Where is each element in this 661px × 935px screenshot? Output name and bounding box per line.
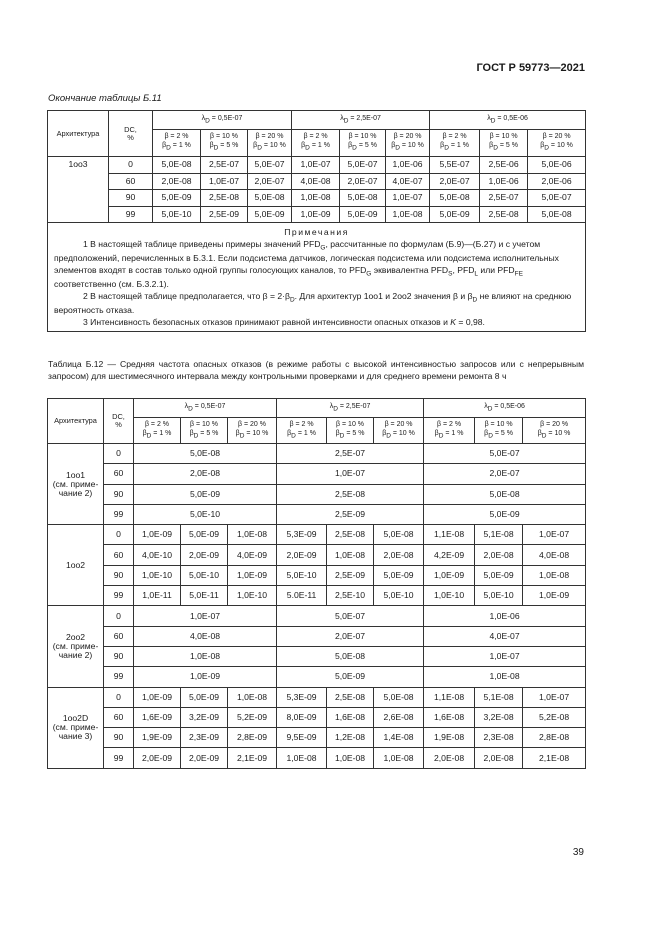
value-cell: 5,0E-08 [248, 190, 292, 207]
value-cell: 5,0E-09 [181, 525, 228, 545]
dc-cell: 99 [104, 504, 134, 524]
value-cell: 1,0E-06 [424, 606, 586, 626]
table-row [48, 190, 586, 207]
dc-cell: 0 [109, 157, 153, 174]
value-cell: 1,0E-08 [424, 667, 586, 687]
value-cell: 5,3E-09 [277, 687, 327, 707]
table-b11-caption: Окончание таблицы Б.11 [48, 93, 162, 104]
value-cell: 2,5E-10 [327, 586, 374, 606]
header-lambda: $\lambda_D = 2,5E-07$ [277, 399, 424, 418]
value-cell: 2,5E-09 [327, 565, 374, 585]
dc-cell: 0 [104, 606, 134, 626]
header-lambda: $\lambda_D = 2,5E-07$ [292, 111, 430, 130]
table-row [48, 667, 586, 687]
header-beta: β = 2 % $\beta_D = 1$ % [277, 418, 327, 444]
value-cell: 2,0E-09 [181, 748, 228, 768]
value-cell: 1,0E-07 [523, 687, 586, 707]
value-cell: 1,0E-08 [374, 748, 424, 768]
note-1: 1 В настоящей таблице приведены примеры значений $PFD_G$, рассчитанные по формулам (Б.9)—(Б.27) и с учетом предположений, перечисленных в Б.3.1. Если подсистема датчиков, логическая подсистема или подсистема исполнительных элементов входят в состав только одной группы голосующих каналов, то $PFD_G$ эквивалентна $PFD_S$, $PFD_L$ или $PFD_{FE}$ соответственно (см. Б.3.2.1). [54, 238, 559, 290]
dc-cell: 90 [104, 646, 134, 666]
arch-cell: 1oo3 [48, 157, 109, 223]
table-b12 [47, 398, 586, 769]
value-cell: 1,0E-09 [228, 565, 277, 585]
value-cell: 4,0E-07 [386, 173, 430, 190]
value-cell: 5,0E-07 [528, 190, 586, 207]
dc-cell: 0 [104, 687, 134, 707]
value-cell: 2,0E-09 [134, 748, 181, 768]
value-cell: 1,6E-09 [134, 707, 181, 727]
header-beta: β = 10 % $\beta_D = 5$ % [201, 130, 248, 157]
table-row [48, 728, 586, 748]
value-cell: 5,0E-10 [277, 565, 327, 585]
value-cell: 2,0E-07 [430, 173, 480, 190]
value-cell: 1,0E-09 [134, 525, 181, 545]
header-beta: β = 20 % $\beta_D = 10$ % [528, 130, 586, 157]
value-cell: 1,0E-07 [523, 525, 586, 545]
value-cell: 5,0E-08 [424, 484, 586, 504]
header-beta: β = 20 % $\beta_D = 10$ % [386, 130, 430, 157]
value-cell: 5,1E-08 [475, 687, 523, 707]
value-cell: 5,0E-09 [374, 565, 424, 585]
value-cell: 5,0E-07 [424, 444, 586, 464]
value-cell: 5,0E-10 [475, 586, 523, 606]
header-beta: β = 2 % $\beta_D = 1$ % [292, 130, 340, 157]
value-cell: 9,5E-09 [277, 728, 327, 748]
value-cell: 2,0E-09 [277, 545, 327, 565]
value-cell: 5,0E-09 [248, 206, 292, 223]
table-row [48, 606, 586, 626]
value-cell: 2,0E-07 [277, 626, 424, 646]
value-cell: 2,6E-08 [374, 707, 424, 727]
value-cell: 5,0E-11 [181, 586, 228, 606]
value-cell: 5,0E-09 [134, 484, 277, 504]
header-beta: β = 20 % $\beta_D = 10$ % [374, 418, 424, 444]
value-cell: 1,6E-08 [327, 707, 374, 727]
value-cell: 2,5E-09 [201, 206, 248, 223]
value-cell: 1,0E-07 [277, 464, 424, 484]
header-lambda: $\lambda_D = 0,5E-07$ [153, 111, 292, 130]
value-cell: 1,0E-09 [292, 206, 340, 223]
note-2: 2 В настоящей таблице предполагается, что $\beta = 2\cdot\beta_D$. Для архитектур 1oo1 и 2oo2 значения β и $\beta_D$ не влияют на среднюю вероятность отказа. [54, 290, 572, 316]
value-cell: 2,5E-08 [480, 206, 528, 223]
dc-cell: 60 [104, 626, 134, 646]
value-cell: 1,0E-07 [292, 157, 340, 174]
value-cell: 1,1E-08 [424, 687, 475, 707]
notes-block [48, 223, 586, 332]
arch-cell: 1oo2D (см. приме- чание 3) [48, 687, 104, 768]
value-cell: 5,0E-07 [340, 157, 386, 174]
header-beta: β = 20 % $\beta_D = 10$ % [248, 130, 292, 157]
dc-cell: 0 [104, 525, 134, 545]
value-cell: 3,2E-08 [475, 707, 523, 727]
value-cell: 1,0E-11 [134, 586, 181, 606]
value-cell: 5,0E-10 [134, 504, 277, 524]
table-row [48, 525, 586, 545]
header-lambda: $\lambda_D = 0,5E-06$ [430, 111, 586, 130]
header-dc: DC, % [109, 111, 153, 157]
arch-cell: 1oo2 [48, 525, 104, 606]
value-cell: 5,0E-09 [181, 687, 228, 707]
value-cell: 2,8E-08 [523, 728, 586, 748]
header-dc: DC, % [104, 399, 134, 444]
value-cell: 5,3E-09 [277, 525, 327, 545]
value-cell: 1,0E-06 [386, 157, 430, 174]
value-cell: 1,0E-09 [523, 586, 586, 606]
value-cell: 1,0E-09 [134, 667, 277, 687]
notes-title: Примечания [284, 227, 349, 237]
value-cell: 1,0E-10 [134, 565, 181, 585]
value-cell: 2,1E-08 [523, 748, 586, 768]
value-cell: 1,0E-10 [424, 586, 475, 606]
value-cell: 5.0E-11 [277, 586, 327, 606]
value-cell: 5,0E-09 [475, 565, 523, 585]
value-cell: 1,0E-10 [228, 586, 277, 606]
value-cell: 1,0E-08 [523, 565, 586, 585]
value-cell: 5,0E-08 [134, 444, 277, 464]
value-cell: 5,0E-09 [277, 667, 424, 687]
value-cell: 5,0E-10 [153, 206, 201, 223]
value-cell: 4,0E-08 [523, 545, 586, 565]
value-cell: 2,0E-08 [153, 173, 201, 190]
value-cell: 5,0E-10 [374, 586, 424, 606]
value-cell: 3,2E-09 [181, 707, 228, 727]
table-row [48, 157, 586, 174]
value-cell: 2,5E-07 [480, 190, 528, 207]
value-cell: 1,4E-08 [374, 728, 424, 748]
table-row [48, 444, 586, 464]
value-cell: 5,0E-10 [181, 565, 228, 585]
value-cell: 2,5E-09 [277, 504, 424, 524]
table-row [48, 464, 586, 484]
value-cell: 5,0E-08 [528, 206, 586, 223]
table-row [48, 646, 586, 666]
value-cell: 1,0E-08 [228, 687, 277, 707]
dc-cell: 60 [104, 545, 134, 565]
value-cell: 1,0E-08 [134, 646, 277, 666]
value-cell: 1,0E-07 [201, 173, 248, 190]
page-number: 39 [572, 847, 584, 858]
dc-cell: 90 [104, 484, 134, 504]
value-cell: 5,0E-09 [430, 206, 480, 223]
value-cell: 2,5E-08 [327, 687, 374, 707]
header-architecture: Архитектура [48, 399, 104, 444]
header-beta: β = 10 % $\beta_D = 5$ % [181, 418, 228, 444]
value-cell: 5,0E-06 [528, 157, 586, 174]
dc-cell: 60 [104, 464, 134, 484]
value-cell: 1,2E-08 [327, 728, 374, 748]
header-lambda: $\lambda_D = 0,5E-06$ [424, 399, 586, 418]
value-cell: 1,0E-08 [292, 190, 340, 207]
header-beta: β = 2 % $\beta_D = 1$ % [424, 418, 475, 444]
table-row [48, 626, 586, 646]
value-cell: 2,5E-08 [201, 190, 248, 207]
dc-cell: 90 [104, 728, 134, 748]
value-cell: 1,0E-08 [327, 748, 374, 768]
value-cell: 2,0E-07 [424, 464, 586, 484]
dc-cell: 99 [104, 586, 134, 606]
value-cell: 5,0E-08 [374, 687, 424, 707]
value-cell: 2,0E-08 [475, 545, 523, 565]
value-cell: 1,0E-08 [228, 525, 277, 545]
value-cell: 2,5E-07 [277, 444, 424, 464]
table-row [48, 565, 586, 585]
dc-cell: 60 [104, 707, 134, 727]
value-cell: 2,5E-08 [327, 525, 374, 545]
arch-cell: 2oo2 (см. приме- чание 2) [48, 606, 104, 687]
table-row [48, 586, 586, 606]
value-cell: 5,5E-07 [430, 157, 480, 174]
document-header: ГОСТ Р 59773—2021 [476, 62, 585, 74]
value-cell: 5,0E-08 [153, 157, 201, 174]
dc-cell: 99 [109, 206, 153, 223]
value-cell: 2,0E-09 [181, 545, 228, 565]
dc-cell: 0 [104, 444, 134, 464]
value-cell: 2,5E-08 [277, 484, 424, 504]
header-beta: β = 2 % $\beta_D = 1$ % [430, 130, 480, 157]
value-cell: 1,0E-08 [277, 748, 327, 768]
table-row [48, 545, 586, 565]
value-cell: 1,0E-09 [424, 565, 475, 585]
value-cell: 4,0E-08 [134, 626, 277, 646]
value-cell: 2,0E-08 [424, 748, 475, 768]
header-beta: β = 2 % $\beta_D = 1$ % [153, 130, 201, 157]
value-cell: 2,0E-08 [134, 464, 277, 484]
header-beta: β = 20 % $\beta_D = 10$ % [228, 418, 277, 444]
table-row [48, 206, 586, 223]
value-cell: 5,2E-08 [523, 707, 586, 727]
value-cell: 1,0E-09 [134, 687, 181, 707]
header-beta: β = 2 % $\beta_D = 1$ % [134, 418, 181, 444]
value-cell: 2,0E-08 [475, 748, 523, 768]
value-cell: 2,0E-07 [340, 173, 386, 190]
note-3: 3 Интенсивность безопасных отказов принимают равной интенсивности опасных отказов и K = 0,98. [83, 316, 485, 327]
table-row [48, 748, 586, 768]
value-cell: 2,0E-08 [374, 545, 424, 565]
value-cell: 1,0E-07 [424, 646, 586, 666]
value-cell: 1,0E-07 [134, 606, 277, 626]
dc-cell: 60 [109, 173, 153, 190]
value-cell: 2,0E-07 [248, 173, 292, 190]
arch-cell: 1oo1 (см. приме- чание 2) [48, 444, 104, 525]
value-cell: 2,8E-09 [228, 728, 277, 748]
value-cell: 5,0E-08 [430, 190, 480, 207]
value-cell: 4,0E-10 [134, 545, 181, 565]
header-lambda: $\lambda_D = 0,5E-07$ [134, 399, 277, 418]
table-row [48, 707, 586, 727]
header-beta: β = 10 % $\beta_D = 5$ % [327, 418, 374, 444]
header-beta: β = 10 % $\beta_D = 5$ % [475, 418, 523, 444]
value-cell: 4,0E-08 [292, 173, 340, 190]
header-architecture: Архитектура [48, 111, 109, 157]
value-cell: 5,2E-09 [228, 707, 277, 727]
value-cell: 1,0E-06 [480, 173, 528, 190]
dc-cell: 99 [104, 667, 134, 687]
table-row [48, 484, 586, 504]
value-cell: 5,1E-08 [475, 525, 523, 545]
value-cell: 2,3E-09 [181, 728, 228, 748]
value-cell: 4,0E-09 [228, 545, 277, 565]
dc-cell: 99 [104, 748, 134, 768]
value-cell: 5,0E-07 [248, 157, 292, 174]
value-cell: 1,9E-09 [134, 728, 181, 748]
value-cell: 4,2E-09 [424, 545, 475, 565]
value-cell: 5,0E-09 [340, 206, 386, 223]
value-cell: 5,0E-08 [374, 525, 424, 545]
value-cell: 2,5E-06 [480, 157, 528, 174]
table-b12-caption: Таблица Б.12 — Средняя частота опасных отказов (в режиме работы с высокой интенсивностью запросов или с непрерывным запросом) для шестимесячного интервала между контрольными проверками и для среднего времени ремонта 8 ч [48, 359, 584, 382]
value-cell: 2,0E-06 [528, 173, 586, 190]
value-cell: 1,1E-08 [424, 525, 475, 545]
value-cell: 5,0E-08 [340, 190, 386, 207]
dc-cell: 90 [109, 190, 153, 207]
value-cell: 1,0E-08 [327, 545, 374, 565]
table-row [48, 173, 586, 190]
value-cell: 2,3E-08 [475, 728, 523, 748]
value-cell: 8,0E-09 [277, 707, 327, 727]
header-beta: β = 10 % $\beta_D = 5$ % [480, 130, 528, 157]
value-cell: 4,0E-07 [424, 626, 586, 646]
dc-cell: 90 [104, 565, 134, 585]
value-cell: 5,0E-07 [277, 606, 424, 626]
table-row [48, 687, 586, 707]
value-cell: 1,0E-07 [386, 190, 430, 207]
value-cell: 1,9E-08 [424, 728, 475, 748]
value-cell: 1,6E-08 [424, 707, 475, 727]
header-beta: β = 20 % $\beta_D = 10$ % [523, 418, 586, 444]
value-cell: 5,0E-08 [277, 646, 424, 666]
header-beta: β = 10 % $\beta_D = 5$ % [340, 130, 386, 157]
table-row [48, 504, 586, 524]
value-cell: 2,5E-07 [201, 157, 248, 174]
value-cell: 2,1E-09 [228, 748, 277, 768]
value-cell: 5,0E-09 [424, 504, 586, 524]
value-cell: 5,0E-09 [153, 190, 201, 207]
value-cell: 1,0E-08 [386, 206, 430, 223]
table-b11 [47, 110, 586, 332]
